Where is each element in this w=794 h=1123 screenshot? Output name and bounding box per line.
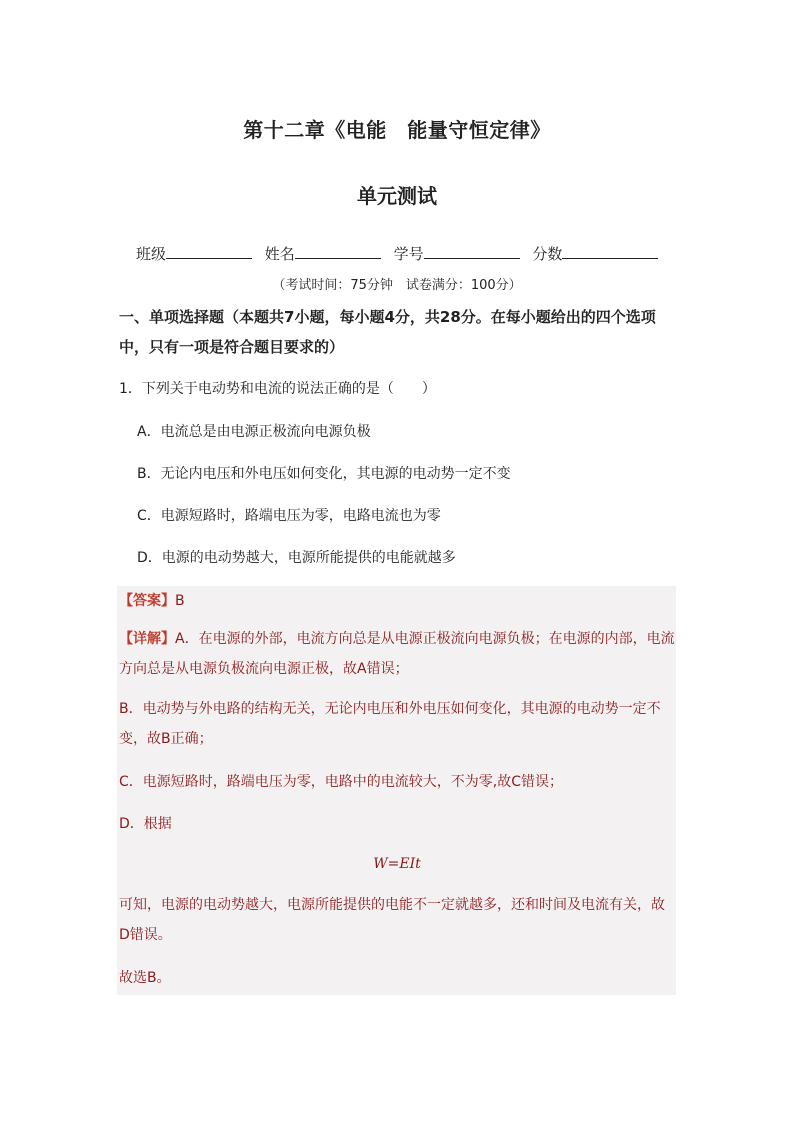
detail-a	[119, 624, 675, 684]
page-title: 第十二章《电能 能量守恒定律》	[243, 118, 551, 142]
conclusion: 故选B。	[119, 970, 171, 986]
option-a: A．电流总是由电源正极流向电源负极	[137, 424, 371, 440]
exam-info: （考试时间：75分钟 试卷满分：100分）	[272, 278, 522, 293]
answer-value: B	[175, 593, 185, 609]
answer-tag: 【答案】	[119, 593, 175, 609]
name-blank	[295, 242, 381, 259]
detail-a-text: A．在电源的外部，电流方向总是从电源正极流向电源负极；在电源的内部，电流方向总是从电源负极流向电源正极，故A错误；	[119, 631, 675, 677]
student-info-row	[136, 242, 666, 264]
detail-b: B．电动势与外电路的结构无关，无论内电压和外电压如何变化，其电源的电动势一定不变，故B正确；	[119, 701, 661, 747]
score-blank	[562, 242, 658, 259]
class-label: 班级	[136, 245, 167, 263]
detail-tag: 【详解】	[119, 631, 175, 647]
formula: W=EIt	[373, 856, 421, 872]
option-d: D．电源的电动势越大，电源所能提供的电能就越多	[137, 550, 456, 566]
option-c: C．电源短路时，路端电压为零，电路电流也为零	[137, 508, 441, 524]
section-heading: 一、单项选择题（本题共7小题，每小题4分，共28分。在每小题给出的四个选项中，只有一项是符合题目要求的）	[119, 308, 656, 356]
score-label: 分数	[532, 245, 563, 263]
id-blank	[424, 242, 520, 259]
detail-d-head: D．根据	[119, 816, 172, 832]
answer-line	[119, 590, 185, 610]
question-stem: 1．下列关于电动势和电流的说法正确的是（ ）	[119, 381, 436, 397]
detail-d-tail: 可知，电源的电动势越大，电源所能提供的电能不一定就越多，还和时间及电流有关，故D错误。	[119, 897, 665, 943]
option-b: B．无论内电压和外电压如何变化，其电源的电动势一定不变	[137, 466, 511, 482]
detail-c: C．电源短路时，路端电压为零，电路中的电流较大，不为零,故C错误；	[119, 774, 563, 790]
id-label: 学号	[393, 245, 424, 263]
name-label: 姓名	[264, 245, 295, 263]
page-subtitle: 单元测试	[357, 184, 437, 208]
class-blank	[166, 242, 252, 259]
